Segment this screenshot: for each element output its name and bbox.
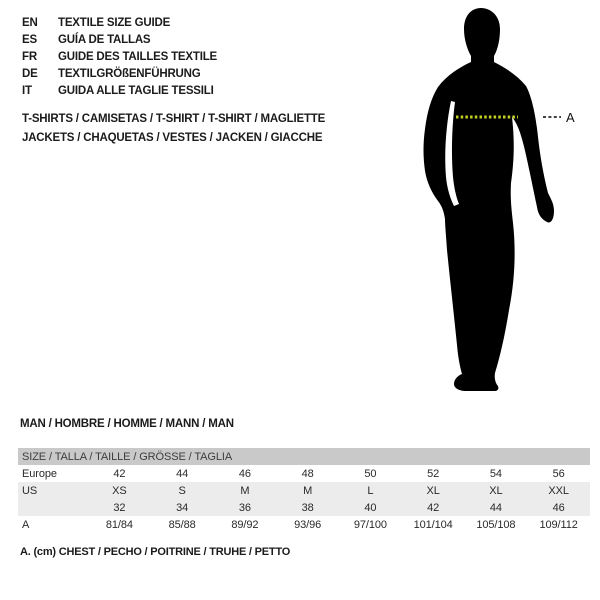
language-list bbox=[22, 15, 217, 100]
size-value-cell: S bbox=[151, 482, 214, 499]
size-value-cell: M bbox=[214, 482, 277, 499]
size-value-cell: 44 bbox=[151, 465, 214, 482]
size-value-cell: 85/88 bbox=[151, 516, 214, 533]
size-table-row bbox=[18, 499, 590, 516]
size-value-cell: 105/108 bbox=[465, 516, 528, 533]
product-type-line-tshirts: T-SHIRTS / CAMISETAS / T-SHIRT / T-SHIRT / MAGLIETTE bbox=[22, 113, 326, 125]
size-table bbox=[18, 448, 590, 533]
size-value-cell: 56 bbox=[527, 465, 590, 482]
language-code: IT bbox=[22, 85, 32, 97]
language-label: GUÍA DE TALLAS bbox=[58, 34, 151, 46]
size-value-cell: XS bbox=[88, 482, 151, 499]
size-value-cell: 89/92 bbox=[214, 516, 277, 533]
size-row-label: A bbox=[18, 516, 88, 533]
size-value-cell: 40 bbox=[339, 499, 402, 516]
size-value-cell: 38 bbox=[276, 499, 339, 516]
size-value-cell: 54 bbox=[465, 465, 528, 482]
section-heading: MAN / HOMBRE / HOMME / MANN / MAN bbox=[20, 418, 234, 430]
size-row-label bbox=[18, 499, 88, 516]
language-label: GUIDE DES TAILLES TEXTILE bbox=[58, 51, 217, 63]
language-code: FR bbox=[22, 51, 37, 63]
man-silhouette bbox=[424, 8, 555, 391]
size-value-cell: 52 bbox=[402, 465, 465, 482]
size-row-label: Europe bbox=[18, 465, 88, 482]
size-value-cell: M bbox=[276, 482, 339, 499]
size-value-cell: XL bbox=[465, 482, 528, 499]
size-value-cell: 81/84 bbox=[88, 516, 151, 533]
size-row-label: US bbox=[18, 482, 88, 499]
product-type-line-jackets: JACKETS / CHAQUETAS / VESTES / JACKEN / GIACCHE bbox=[22, 132, 323, 144]
language-label: TEXTILGRÖßENFÜHRUNG bbox=[58, 68, 201, 80]
size-table-row bbox=[18, 482, 590, 499]
language-row bbox=[22, 49, 217, 66]
size-value-cell: 48 bbox=[276, 465, 339, 482]
language-label: TEXTILE SIZE GUIDE bbox=[58, 17, 171, 29]
size-value-cell: 50 bbox=[339, 465, 402, 482]
measure-label-a: A bbox=[566, 110, 575, 125]
man-silhouette-figure bbox=[410, 5, 600, 395]
size-value-cell: XL bbox=[402, 482, 465, 499]
size-value-cell: 42 bbox=[88, 465, 151, 482]
language-code: DE bbox=[22, 68, 38, 80]
size-table-row bbox=[18, 465, 590, 482]
size-value-cell: 109/112 bbox=[527, 516, 590, 533]
product-type-lines bbox=[22, 110, 325, 148]
size-value-cell: 93/96 bbox=[276, 516, 339, 533]
language-label: GUIDA ALLE TAGLIE TESSILI bbox=[58, 85, 214, 97]
size-table-row bbox=[18, 516, 590, 533]
language-row bbox=[22, 32, 217, 49]
size-value-cell: 42 bbox=[402, 499, 465, 516]
language-code: EN bbox=[22, 17, 38, 29]
language-code: ES bbox=[22, 34, 37, 46]
language-row bbox=[22, 66, 217, 83]
size-value-cell: 97/100 bbox=[339, 516, 402, 533]
size-table-header: SIZE / TALLA / TAILLE / GRÖSSE / TAGLIA bbox=[18, 448, 590, 465]
size-value-cell: 36 bbox=[214, 499, 277, 516]
size-value-cell: 34 bbox=[151, 499, 214, 516]
size-value-cell: L bbox=[339, 482, 402, 499]
size-value-cell: 44 bbox=[465, 499, 528, 516]
size-table-header-row bbox=[18, 448, 590, 465]
language-row bbox=[22, 83, 217, 100]
language-row bbox=[22, 15, 217, 32]
size-value-cell: 32 bbox=[88, 499, 151, 516]
size-value-cell: 101/104 bbox=[402, 516, 465, 533]
size-value-cell: XXL bbox=[527, 482, 590, 499]
size-value-cell: 46 bbox=[527, 499, 590, 516]
size-value-cell: 46 bbox=[214, 465, 277, 482]
measurement-footnote: A. (cm) CHEST / PECHO / POITRINE / TRUHE / PETTO bbox=[20, 546, 291, 558]
